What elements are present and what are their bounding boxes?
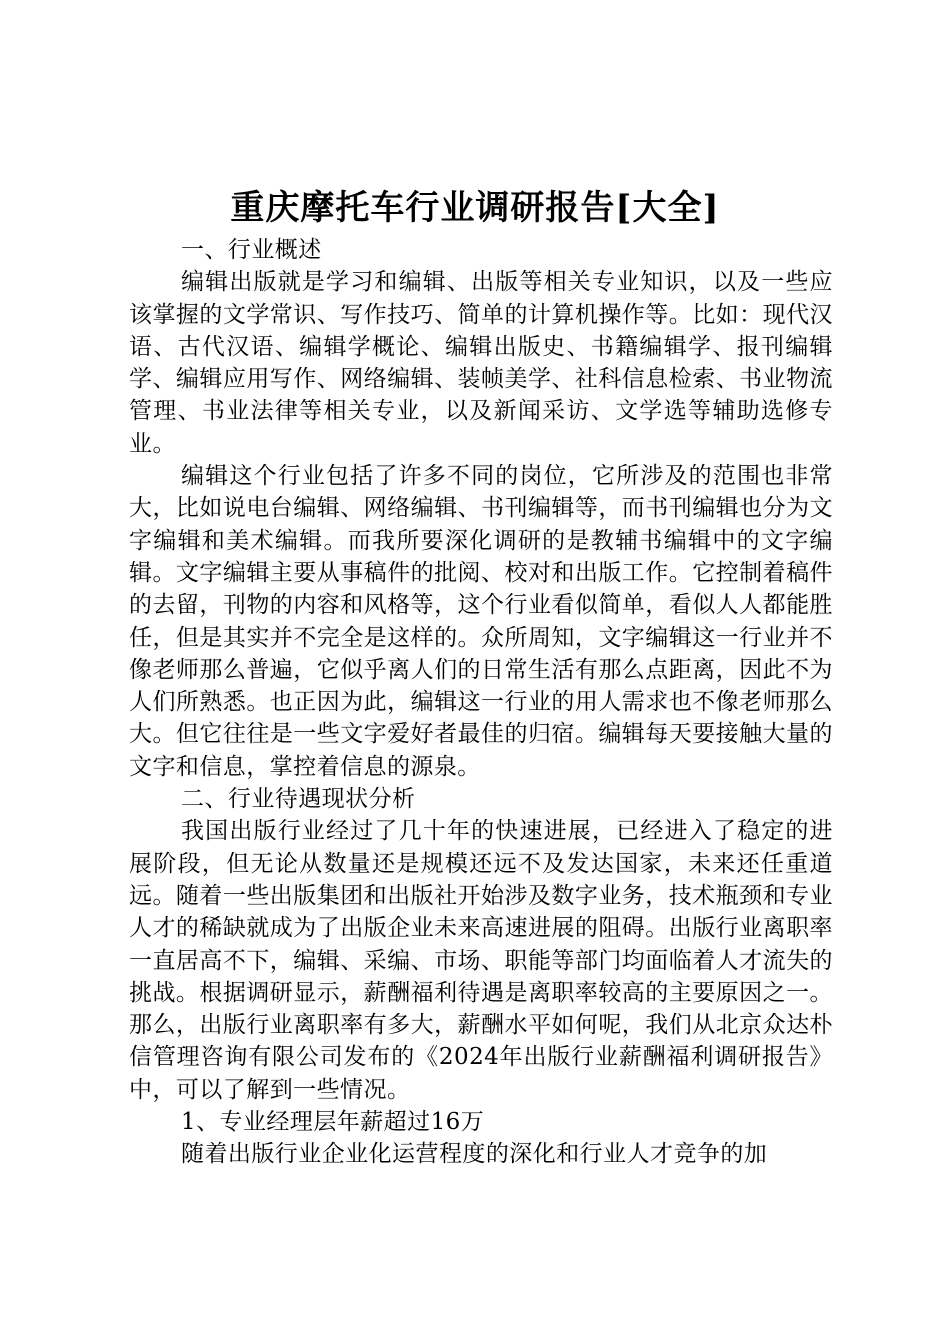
- document-title: 重庆摩托车行业调研报告[大全]: [230, 188, 720, 228]
- paragraph-continuation: 随着出版行业企业化运营程度的深化和行业人才竞争的加: [181, 1141, 768, 1168]
- paragraph-editing-industry: 编辑这个行业包括了许多不同的岗位，它所涉及的范围也非常大，比如说电台编辑、网络编辑、书刊编辑等，而书刊编辑也分为文字编辑和美术编辑。而我所要深化调研的是教辅书编辑中的文字编辑。文字编辑主要从事稿件的批阅、校对和出版工作。它控制着稿件的去留，刊物的内容和风格等，这个行业看似简单，看似人人都能胜任，但是其实并不完全是这样的。众所周知，文字编辑这一行业并不像老师那么普遍，它似乎离人们的日常生活有那么点距离，因此不为人们所熟悉。也正因为此，编辑这一行业的用人需求也不像老师那么大。但它往往是一些文字爱好者最佳的归宿。编辑每天要接触大量的文字和信息，掌控着信息的源泉。: [129, 463, 833, 780]
- subsection-heading-manager-salary: 1、专业经理层年薪超过16万: [181, 1109, 485, 1136]
- paragraph-editing-knowledge: 编辑出版就是学习和编辑、出版等相关专业知识，以及一些应该掌握的文学常识、写作技巧、简单的计算机操作等。比如：现代汉语、古代汉语、编辑学概论、编辑出版史、书籍编辑学、报刊编辑学、编辑应用写作、网络编辑、装帧美学、社科信息检索、书业物流管理、书业法律等相关专业，以及新闻采访、文学选等辅助选修专业。: [129, 269, 833, 457]
- section-heading-overview: 一、行业概述: [181, 237, 322, 263]
- document-body: [129, 234, 833, 1171]
- section-heading-compensation: 二、行业待遇现状分析: [181, 786, 416, 813]
- paragraph-publishing-status: 我国出版行业经过了几十年的快速进展，已经进入了稳定的进展阶段，但无论从数量还是规模还远不及发达国家，未来还任重道远。随着一些出版集团和出版社开始涉及数字业务，技术瓶颈和专业人才的稀缺就成为了出版企业未来高速进展的阻碍。出版行业离职率一直居高不下，编辑、采编、市场、职能等部门均面临着人才流失的挑战。根据调研显示，薪酬福利待遇是离职率较高的主要原因之一。那么，出版行业离职率有多大，薪酬水平如何呢，我们从北京众达朴信管理咨询有限公司发布的《2024年出版行业薪酬福利调研报告》中，可以了解到一些情况。: [129, 818, 833, 1103]
